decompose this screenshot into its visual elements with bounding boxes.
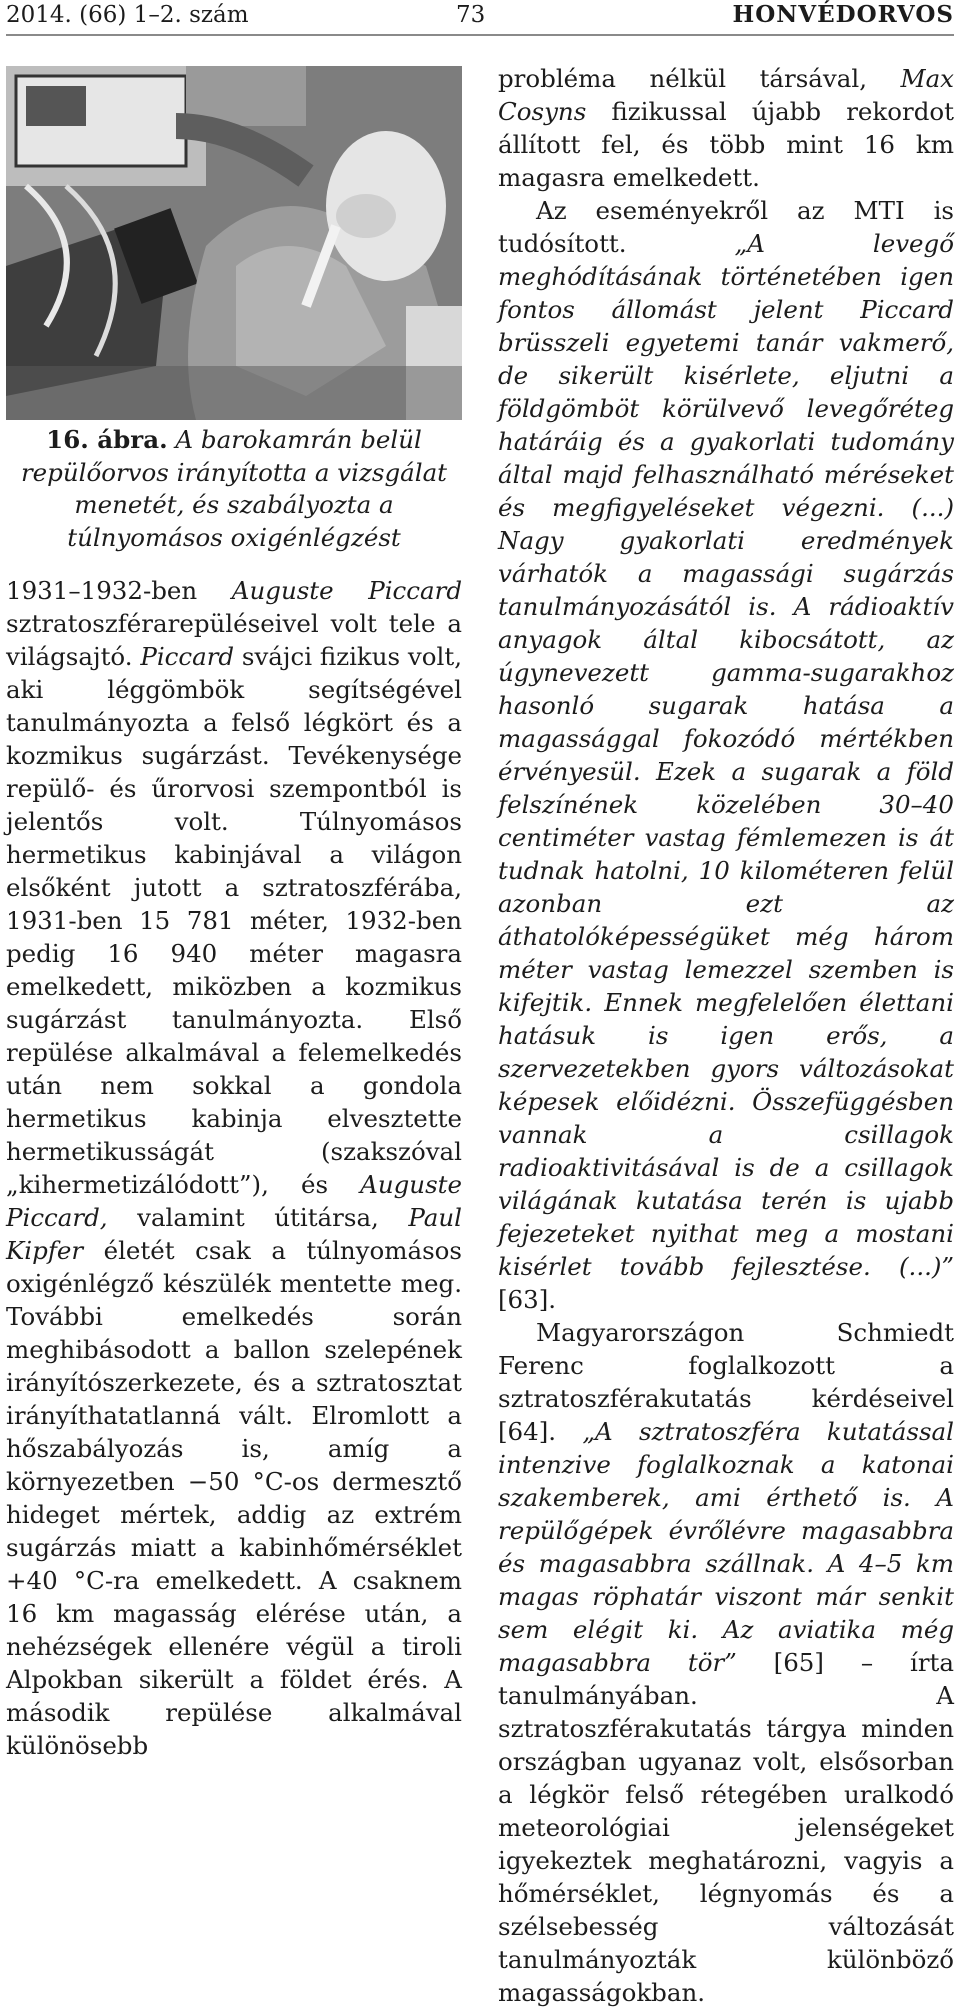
- text-run: Az eseményekről az MTI is tudósított.: [498, 196, 954, 258]
- figure-caption: [6, 424, 462, 554]
- text-run: Magyarországon Schmiedt Ferenc foglalkozott a sztratoszférakutatás kérdéseivel [64].: [498, 1318, 954, 1446]
- right-paragraph-3: [498, 1316, 954, 2009]
- text-run: sztratoszférarepüléseivel volt tele a világsajtó.: [6, 609, 462, 671]
- page-number: 73: [456, 2, 486, 28]
- figure-caption-text: A barokamrán belül repülőorvos irányította a vizsgálat menetét, és szabályozta a túlnyomásos oxigénlégzést: [20, 425, 448, 552]
- text-run: 1931–1932-ben: [6, 576, 232, 605]
- right-column: [498, 62, 954, 2009]
- page-header: [6, 0, 954, 36]
- text-run: Max Cosyns: [498, 64, 954, 126]
- text-run: életét csak a túlnyomásos oxigénlégző készülék mentette meg. További emelkedés során meghibásodott a ballon szelepének irányítószerkezete, és a sztratosztat irányíthatatlanná vált. Elromlott a hőszabályozás is, amíg a környezetben −50 °C-os dermesztő hideget mértek, addig az extrém sugárzás miatt a kabinhőmérséklet +40 °C-ra emelkedett. A csaknem 16 km magasság elérése után, a nehézségek ellenére végül a tiroli Alpokban sikerült a földet érés. A második repülése alkalmával különösebb: [6, 1236, 462, 1760]
- left-paragraph-1: [6, 574, 462, 1762]
- text-run: [63].: [498, 1285, 557, 1314]
- figure-photo: [6, 66, 462, 420]
- barochamber-photo-illustration: [6, 66, 462, 420]
- text-run: valamint útitársa,: [107, 1203, 409, 1232]
- text-run: svájci fizikus volt, aki léggömbök segítségével tanulmányozta a felső légkört és a kozmikus sugárzást. Tevékenysége repülő- és űrorvosi szempontból is jelentős volt. Túlnyomásos hermetikus kabinjával a világon elsőként jutott a sztratoszférába, 1931-ben 15 781 méter, 1932-ben pedig 16 940 méter magasra emelkedett, miközben a kozmikus sugárzást tanulmányozta. Első repülése alkalmával a felemelkedés után nem sokkal a gondola hermetikus kabinja elvesztette hermetikusságát (szakszóval „kihermetizálódott”), és: [6, 642, 462, 1199]
- journal-title: HONVÉDORVOS: [732, 1, 954, 28]
- right-paragraph-1: [498, 62, 954, 194]
- right-paragraph-2: [498, 194, 954, 1316]
- text-run: probléma nélkül társával,: [498, 64, 901, 93]
- issue-info: 2014. (66) 1–2. szám: [6, 2, 249, 28]
- text-run: „A levegő meghódításának történetében igen fontos állomást jelent Piccard brüsszeli egyetemi tanár vakmerő, de sikerült kisérlete, eljutni a földgömböt körülvevő levegőréteg határáig és a gyakorlati tudomány által majd felhasználható méréseket és megfigyeléseket végezni. (...) Nagy gyakorlati eredmények várhatók a magassági sugárzás tanulmányozásától is. A rádioaktív anyagok által kibocsátott, az úgynevezett gamma-sugarakhoz hasonló sugarak hatása a magassággal fokozódó mértékben érvényesül. Ezek a sugarak a föld felszínének közelében 30–40 centiméter vastag fémlemezen is át tudnak hatolni, 10 kilométeren felül azonban ezt az áthatolóképességüket még három méter vastag lemezzel szemben is kifejtik. Ennek megfelelően élettani hatásuk is igen erős, a szervezetekben gyors változásokat képesek előidézni. Összefüggésben vannak a csillagok radioaktivitásával is de a csillagok világának kutatása terén is ujabb fejezeteket nyithat meg a mostani kisérlet tovább fejlesztése. (...)”: [498, 229, 954, 1281]
- figure-label: 16. ábra.: [46, 425, 168, 454]
- left-column: [6, 66, 462, 1762]
- text-run: „A sztratoszféra kutatással intenzive foglalkoznak a katonai szakemberek, ami érthető is. A repülőgépek évrőlévre magasabbra és magasabbra szállnak. A 4–5 km magas röphatár viszont már senkit sem elégit ki. Az aviatika még magasabbra tör”: [498, 1417, 955, 1677]
- text-run: Auguste Piccard: [231, 576, 463, 605]
- text-run: Paul Kipfer: [6, 1203, 462, 1265]
- text-run: fizikussal újabb rekordot állított fel, és több mint 16 km magasra emelkedett.: [498, 97, 954, 192]
- text-run: Auguste Piccard,: [6, 1170, 462, 1232]
- text-run: Piccard: [140, 642, 235, 671]
- text-run: [65] – írta tanulmányában. A sztratoszférakutatás tárgya minden országban ugyanaz volt, elsősorban a légkör felső rétegében uralkodó meteorológiai jelenségeket igyekeztek meghatározni, vagyis a hőmérséklet, légnyomás és a szélsebesség változását tanulmányozták különböző magasságokban.: [498, 1648, 954, 2007]
